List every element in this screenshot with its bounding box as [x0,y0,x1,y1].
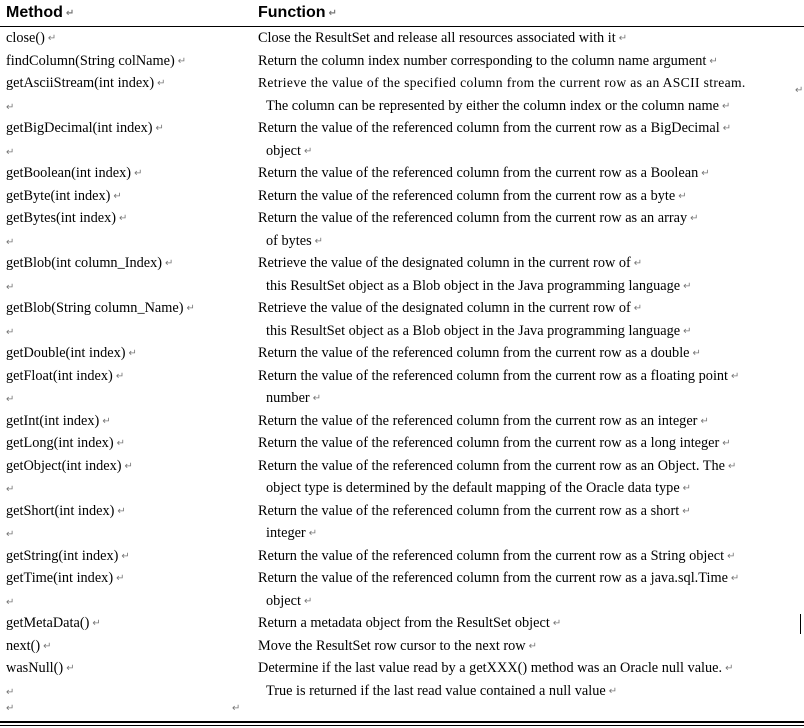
table-row [0,207,804,252]
function-description-line: Return the value of the referenced column from the current row as a java.sql.Time [258,570,728,586]
paragraph-mark-icon: ↵ [328,8,337,19]
method-cell [6,162,142,185]
function-description-line: Move the ResultSet row cursor to the next row [258,637,526,654]
method-name: wasNull() [6,660,64,676]
table-header [0,0,804,27]
paragraph-mark-icon: ↵ [116,573,125,584]
method-cell [6,455,133,500]
method-cell [6,117,164,162]
function-cell [258,185,687,208]
function-description-line: object [266,592,301,609]
function-cell [258,432,731,455]
function-description-line: Return the column index number corresponding to the column name argument [258,52,707,69]
paragraph-mark-icon: ↵ [92,618,101,629]
paragraph-mark-icon: ↵ [700,415,709,427]
method-name: getDouble(int index) [6,345,126,361]
paragraph-mark-icon: ↵ [690,213,699,224]
function-description-line: Return the value of the referenced column from the current row as a BigDecimal [258,120,720,136]
function-cell [258,545,735,568]
method-name: getBlob(int column_Index) [6,255,163,271]
function-description-line: object type is determined by the default mapping of the Oracle data type [266,480,680,496]
paragraph-mark-icon: ↵ [633,258,643,269]
method-cell [6,365,124,410]
paragraph-mark-icon: ↵ [682,483,692,494]
table-row [0,635,804,658]
paragraph-mark-icon: ↵ [65,8,75,19]
function-description-line: Return the value of the referenced column from the current row as an integer [258,412,698,429]
function-description-line: Return the value of the referenced column from the current row as a String object [258,547,725,564]
paragraph-mark-icon: ↵ [6,146,15,158]
function-cell [258,455,736,500]
method-column-header: Method ↵ [6,4,75,21]
function-description-line: Retrieve the value of the designated column in the current row of [258,255,631,271]
function-description-line: this ResultSet object as a Blob object in the Java programming language [266,322,681,339]
table-row [0,545,804,568]
paragraph-mark-icon: ↵ [727,460,737,472]
paragraph-mark-icon: ↵ [303,145,313,157]
table-row [0,72,804,117]
paragraph-mark-icon: ↵ [113,190,122,202]
paragraph-mark-icon: ↵ [722,123,732,134]
paragraph-mark-icon: ↵ [312,393,322,404]
function-description-line: object [266,142,301,159]
method-name: getMetaData() [6,615,90,631]
paragraph-mark-icon: ↵ [6,596,15,608]
paragraph-mark-icon: ↵ [6,686,15,698]
paragraph-mark-icon: ↵ [314,235,324,247]
paragraph-mark-icon: ↵ [727,550,736,562]
table-bottom-rule [0,721,804,723]
paragraph-mark-icon: ↵ [6,703,15,714]
function-description-line: number [266,390,310,406]
paragraph-mark-icon: ↵ [124,460,133,472]
paragraph-mark-icon: ↵ [6,236,15,248]
table-row [0,612,804,635]
table-row [0,185,804,208]
paragraph-mark-icon: ↵ [528,640,538,652]
paragraph-mark-icon: ↵ [118,213,128,224]
function-description-line: Return the value of the referenced column from the current row as an array [258,210,688,226]
function-cell [258,657,733,702]
method-name: getBlob(String column_Name) [6,300,184,316]
method-cell [6,252,173,297]
method-cell [6,50,186,73]
paragraph-mark-icon: ↵ [701,168,710,179]
paragraph-mark-icon: ↵ [678,190,687,202]
function-description-line: Return the value of the referenced column from the current row as a Boolean [258,165,699,181]
method-name: next() [6,637,41,654]
paragraph-mark-icon: ↵ [117,505,126,517]
table-row [0,432,804,455]
method-name: getFloat(int index) [6,367,113,384]
function-cell [258,635,537,658]
paragraph-mark-icon: ↵ [6,326,15,338]
paragraph-mark-icon: ↵ [552,618,562,629]
method-name: getBytes(int index) [6,210,116,226]
table-row [0,117,804,162]
method-name: getLong(int index) [6,435,114,451]
table-row [0,567,804,612]
function-cell [258,207,699,252]
paragraph-mark-icon: ↵ [731,370,740,382]
paragraph-mark-icon: ↵ [155,123,164,134]
table-row [0,27,804,50]
function-description-line: Retrieve the value of the specified column from the current row as an ASCII stream. [258,75,746,90]
paragraph-mark-icon: ↵ [128,348,137,359]
method-cell [6,27,56,50]
function-description-line: The column can be represented by either the column index or the column name [266,97,719,114]
function-cell [258,117,731,162]
paragraph-mark-icon: ↵ [709,55,718,67]
function-cell [258,342,701,365]
function-cell [258,50,718,73]
method-cell [6,72,165,117]
paragraph-mark-icon: ↵ [232,703,241,714]
method-cell [6,612,101,635]
paragraph-mark-icon: ↵ [682,505,691,517]
method-name: getShort(int index) [6,502,115,519]
paragraph-mark-icon: ↵ [6,529,15,540]
paragraph-mark-icon: ↵ [134,168,143,179]
method-name: getTime(int index) [6,570,114,586]
method-cell [6,410,111,433]
function-cell [258,252,692,297]
method-name: close() [6,30,45,46]
function-description-line: Retrieve the value of the designated column in the current row of [258,300,631,316]
paragraph-mark-icon: ↵ [795,85,804,96]
table-row [0,657,804,702]
method-cell [6,297,195,342]
method-name: getBigDecimal(int index) [6,120,153,136]
function-description-line: Return the value of the referenced column from the current row as a short [258,502,680,519]
method-cell [6,545,130,568]
function-cell [258,410,709,433]
function-description-line: Return the value of the referenced column from the current row as a floating point [258,367,729,384]
paragraph-mark-icon: ↵ [121,550,130,562]
function-cell [258,612,561,635]
method-name: getBoolean(int index) [6,165,132,181]
paragraph-mark-icon: ↵ [725,663,734,674]
method-name: getByte(int index) [6,187,111,204]
table-row [0,455,804,500]
table-row [0,297,804,342]
paragraph-mark-icon: ↵ [618,33,628,44]
table-bottom-rule-thin [0,725,804,726]
paragraph-mark-icon: ↵ [692,348,701,359]
method-cell [6,432,125,455]
function-cell [258,500,691,545]
method-cell [6,185,122,208]
function-description-line: Return a metadata object from the ResultSet object [258,615,550,631]
paragraph-mark-icon: ↵ [165,258,174,269]
paragraph-mark-icon: ↵ [116,438,125,449]
paragraph-mark-icon: ↵ [6,394,15,405]
table-row [0,162,804,185]
table-row [0,342,804,365]
paragraph-mark-icon: ↵ [47,33,57,44]
method-name: getObject(int index) [6,457,122,474]
paragraph-mark-icon: ↵ [102,415,111,427]
function-description-line: True is returned if the last read value contained a null value [266,682,606,699]
function-description-line: this ResultSet object as a Blob object in the Java programming language [266,277,681,294]
method-name: getInt(int index) [6,412,100,429]
function-column-header: Function ↵ [258,4,337,21]
paragraph-mark-icon: ↵ [633,303,643,314]
paragraph-mark-icon: ↵ [683,325,692,337]
paragraph-mark-icon: ↵ [6,101,15,113]
paragraph-mark-icon: ↵ [157,78,166,89]
paragraph-mark-icon: ↵ [177,55,187,67]
function-description-line: Return the value of the referenced column from the current row as an Object. The [258,457,725,474]
table-row [0,410,804,433]
paragraph-mark-icon: ↵ [186,303,195,314]
paragraph-mark-icon: ↵ [730,573,740,584]
method-cell [6,567,124,612]
text-cursor [800,614,801,634]
function-cell [258,162,710,185]
paragraph-mark-icon: ↵ [721,100,731,112]
paragraph-mark-icon: ↵ [308,528,318,539]
table-row [0,365,804,410]
paragraph-mark-icon: ↵ [115,370,125,382]
function-cell [258,365,739,410]
method-cell [6,657,75,702]
function-description-line: Return the value of the referenced column from the current row as a double [258,345,690,361]
paragraph-mark-icon: ↵ [6,281,15,293]
paragraph-mark-icon: ↵ [683,280,692,292]
table-body [0,27,804,702]
function-description-line: Return the value of the referenced column from the current row as a byte [258,187,676,204]
method-cell [6,500,126,545]
function-description-line: Close the ResultSet and release all resources associated with it [258,30,616,46]
paragraph-mark-icon: ↵ [6,484,15,495]
method-cell [6,635,52,658]
function-cell [258,27,627,50]
function-description-line: integer [266,525,306,541]
function-cell [258,72,746,117]
table-row [0,50,804,73]
method-name: findColumn(String colName) [6,52,175,69]
table-row [0,252,804,297]
paragraph-mark-icon: ↵ [722,438,731,449]
paragraph-mark-icon: ↵ [608,685,618,697]
function-description-line: Determine if the last value read by a getXXX() method was an Oracle null value. [258,660,723,676]
method-cell [6,207,127,252]
function-description-line: of bytes [266,232,312,249]
method-name: getAsciiStream(int index) [6,75,155,91]
function-cell [258,297,692,342]
method-name: getString(int index) [6,547,119,564]
trailing-paragraph-marks [0,703,804,721]
paragraph-mark-icon: ↵ [303,595,313,607]
function-cell [258,567,739,612]
paragraph-mark-icon: ↵ [66,663,75,674]
method-cell [6,342,137,365]
function-description-line: Return the value of the referenced column from the current row as a long integer [258,435,720,451]
paragraph-mark-icon: ↵ [43,640,52,652]
table-row [0,500,804,545]
